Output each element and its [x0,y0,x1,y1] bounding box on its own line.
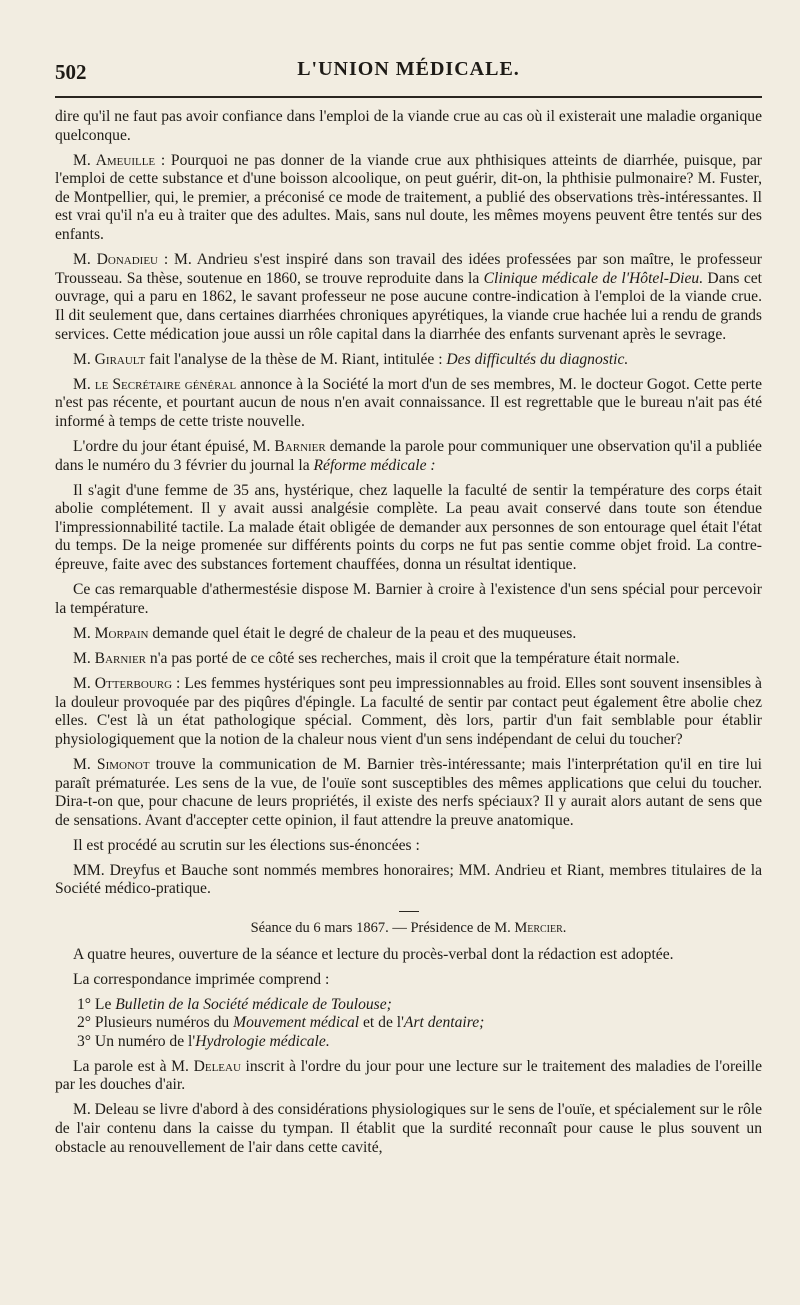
paragraph [55,376,762,432]
paragraph: dire qu'il ne faut pas avoir confiance dans l'emploi de la viande crue au cas où il existerait une maladie organique quelconque. [55,108,762,144]
page-number: 502 [55,60,87,84]
paragraph-text: L'ordre du jour étant épuisé, M. [73,438,275,455]
thesis-title: Des difficultés du diagnostic. [446,350,629,368]
list-item-text: et de l' [359,1014,404,1032]
paragraph [55,756,762,830]
paragraph-text: demande la parole pour communiquer une observation qu'il a publiée dans le numéro du 3 février du journal la [55,438,762,474]
speaker-name: M. Donadieu [73,251,158,269]
paragraph: MM. Dreyfus et Bauche sont nommés membres honoraires; MM. Andrieu et Riant, membres titulaires de la Société médico-pratique. [55,861,762,898]
speaker-name: M. Morpain [73,624,149,642]
paragraph-text: n'a pas porté de ce côté ses recherches, mais il croit que la température était normale. [146,649,680,667]
speaker-name: M. Barnier [73,649,147,667]
paragraph [55,152,762,245]
paragraph [55,351,762,370]
paragraph [55,438,762,475]
seance-text: Séance du 6 mars 1867. — Présidence de M. [250,920,515,937]
paragraph: M. Deleau se livre d'abord à des considérations physiologiques sur le sens de l'ouïe, et spécialement sur le rôle de l'air contenu dans la caisse du tympan. Il établit que la surdité reconnaît pour cause le plus souvent un obstacle au renouvellement de l'air dans cette cavité, [55,1101,762,1156]
paragraph-text: fait l'analyse de la thèse de M. Riant, intitulée : [145,350,447,368]
speaker-name: M. le Secrétaire général [73,375,237,393]
paragraph-text: annonce à la Société la mort d'un de ses membres, M. le docteur Gogot. Cette perte n'est pas récente, et pourtant aucun de nous n'en avait connaissance. Il est regrettable que le bureau n'ait pas été informé à temps de cette triste nouvelle. [55,375,763,430]
speaker-name: M. Ameuille [73,151,156,169]
list-item-text: 3° Un numéro de l' [77,1033,196,1051]
publication-title: Mouvement médical [233,1014,360,1032]
paragraph-text: trouve la communication de M. Barnier très-intéressante; mais l'interprétation qu'il en tire lui paraît prématurée. Les sens de la vue, de l'ouïe sont susceptibles des mêmes applications que celui du toucher. Dira-t-on que, pour chacune de leurs propriétés, il existe des nerfs spéciaux? Il y aurait alors autant de sens que de sensations. Avant d'accepter cette opinion, il faut attendre la preuve anatomique. [55,755,762,829]
paragraph-text: demande quel était le degré de chaleur de la peau et des muqueuses. [148,624,577,642]
paragraph-text: : Les femmes hystériques sont peu impressionnables au froid. Elles sont souvent insensibles à la douleur provoquée par des piqûres d'épingle. La faculté de sentir par contact peut également être abolie chez elles. C'est là un état pathologique spécial. Comment, dès lors, partir d'un fait semblable pour établir physiologiquement que la notion de la chaleur nous vient d'un sens indépendant de celui du toucher? [55,675,762,748]
paragraph: Ce cas remarquable d'athermestésie dispose M. Barnier à croire à l'existence d'un sens spécial pour percevoir la température. [55,581,762,617]
article-body [55,98,762,1157]
speaker-name: Deleau [193,1057,241,1075]
publication-title: Bulletin de la Société médicale de Toulouse; [115,995,392,1013]
paragraph: A quatre heures, ouverture de la séance et lecture du procès-verbal dont la rédaction est adoptée. [73,945,674,963]
paragraph-text: : M. Andrieu s'est inspiré dans son travail des idées professées par son maître, le professeur Trousseau. Sa thèse, soutenue en 1860, se trouve reproduite dans la [55,251,762,287]
list-item [77,996,762,1015]
book-title: Clinique médicale de l'Hôtel-Dieu. [483,269,704,287]
paragraph [55,650,762,669]
paragraph-text: Dans cet ouvrage, qui a paru en 1862, le savant professeur ne pose aucune contre-indication à l'emploi de la viande crue. Il dit seulement que, dans certaines diarrhées chroniques apyrétiques, la viande crue hachée lui a rendu de grands services. Cette médication joue aussi un rôle capital dans la diarrhée des enfants survenant après le sevrage. [55,269,762,343]
speaker-name: M. Simonot [73,755,150,773]
list-item-text: 1° Le [77,995,116,1013]
paragraph: La correspondance imprimée comprend : [73,970,330,988]
running-title: L'UNION MÉDICALE. [297,58,520,80]
speaker-name: M. Girault [73,350,146,368]
paragraph-text: La parole est à M. [73,1057,194,1075]
page-header [55,0,762,98]
correspondence-list [55,996,762,1052]
paragraph [55,251,762,344]
paragraph: Il s'agit d'une femme de 35 ans, hystérique, chez laquelle la faculté de sentir la température des corps était abolie complétement. Il y avait aussi analgésie complète. La peau avait conservé dans toute son étendue l'impressionnabilité tactile. La malade était obligée de demander aux personnes de son entourage quel était l'état du temps. De la neige promenée sur différents points du corps ne fut pas sentie comme objet froid. La contre-épreuve, faite avec des substances fortement chauffées, donna un résultat identique. [55,481,762,574]
president-name: Mercier. [514,920,567,937]
list-item-text: 2° Plusieurs numéros du [77,1014,234,1032]
speaker-name: M. Otterbourg [73,675,173,693]
paragraph [55,1058,762,1095]
list-item [77,1033,762,1052]
paragraph: Il est procédé au scrutin sur les élections sus-énoncées : [73,836,420,854]
section-divider [399,911,419,912]
paragraph-text: inscrit à l'ordre du jour pour une lecture sur le traitement des maladies de l'oreille par les douches d'air. [55,1057,762,1094]
paragraph [55,625,762,644]
speaker-name: Barnier [274,438,326,455]
seance-heading [55,919,762,938]
publication-title: Art dentaire; [403,1014,485,1032]
publication-title: Hydrologie médicale. [195,1033,330,1051]
journal-title: Réforme médicale : [313,456,436,474]
paragraph-text: : Pourquoi ne pas donner de la viande crue aux phthisiques atteints de diarrhée, puisque, par l'emploi de cette substance et d'une boisson alcoolique, on peut guérir, dit-on, la phthisie pulmonaire? M. Fuster, de Montpellier, qui, le premier, a préconisé ce mode de traitement, a publié des observations très-intéressantes. Il est vrai qu'il n'a eu à traiter que des adultes. Mais, sans nul doute, les mêmes moyens peuvent être tentés sur des enfants. [55,151,763,244]
list-item [77,1014,762,1033]
paragraph [55,675,762,749]
